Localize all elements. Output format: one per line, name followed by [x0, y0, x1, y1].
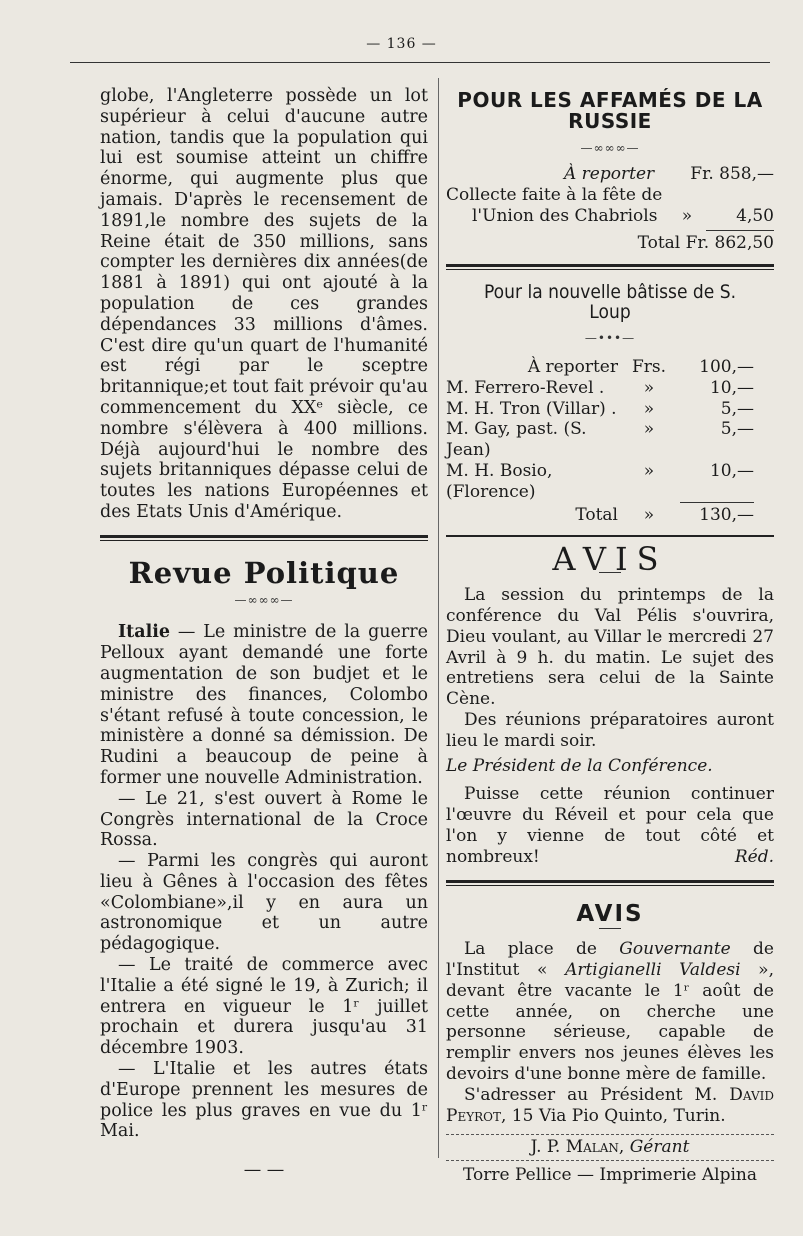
text-run: La place de: [464, 939, 620, 960]
italie-text: — Le ministre de la guerre Pelloux ayant demandé une forte augmentation de son budjet et le ministre des finances, Colombo s'étant refusé à toute concession, le ministère a donné sa démission. De Rudini a beaucoup de peine à former une nouvelle Administration.: [100, 622, 428, 788]
russia-title: POUR LES AFFAMÉS DE LA RUSSIE: [457, 88, 763, 133]
top-rule: [70, 62, 770, 63]
wavy-rule: [446, 1134, 774, 1135]
loup-row-value: 10,—: [709, 377, 754, 398]
text-run-smallcaps: Malan: [565, 1137, 619, 1158]
text-run: de l'Institut «: [446, 939, 774, 981]
loup-row-mark: »: [643, 398, 655, 419]
avis-paragraph-2: Des réunions préparatoires auront lieu le mardi soir.: [446, 709, 774, 751]
loup-row-name: M. Ferrero-Revel .: [446, 377, 605, 398]
text-run: », devant être vacante le 1ʳ août de cette année, on cherche une personne sérieuse, capable de remplir envers nos jeunes élèves les devoirs d'une bonne mère de famille.: [446, 960, 774, 1085]
section-divider: [446, 880, 774, 886]
section-divider: [100, 535, 428, 541]
loup-total-mark: »: [643, 504, 655, 525]
left-column: [100, 86, 428, 1181]
avis-paragraph-3: [446, 784, 774, 867]
loup-row: [446, 399, 774, 420]
news-paragraph-4: — Le traité de commerce avec l'Italie a été signé le 19, à Zurich; il entrera en vigueur le 1ʳ juillet prochain et durera jusqu'au 31 décembre 1903.: [100, 955, 428, 1059]
avis2-title: AVIS: [576, 900, 644, 927]
russia-collect-value: 4,50: [736, 205, 774, 226]
wavy-rule: [446, 1160, 774, 1161]
loup-row-name: À reporter: [527, 356, 618, 377]
column-separator: [438, 78, 439, 1158]
russia-reporter-label: À reporter: [564, 164, 655, 185]
russia-collect-line-1: Collecte faite à la fête de: [446, 185, 663, 206]
loup-row-value: 5,—: [720, 419, 754, 440]
loup-row-name: M. H. Bosio, (Florence): [446, 460, 553, 502]
text-run: S'adresser au Président M.: [464, 1084, 730, 1105]
russia-collect-ditto: »: [681, 205, 693, 226]
loup-total-value: 130,—: [699, 504, 754, 525]
loup-row-mark: »: [643, 377, 655, 398]
loup-row: [446, 378, 774, 399]
loup-row-value: 10,—: [680, 461, 754, 503]
avis-title: AVIS: [552, 540, 668, 579]
avis-signature: Le Président de la Conférence.: [446, 755, 713, 776]
avis2-paragraph-2: [446, 1085, 774, 1127]
sum-rule: [706, 230, 774, 231]
russia-total-row: [446, 233, 774, 254]
revue-politique-title: Revue Politique: [128, 555, 400, 590]
russia-collect-line-2: l'Union des Chabriols: [472, 205, 658, 226]
loup-row-mark: Frs.: [631, 356, 667, 377]
russia-reporter-value: Fr. 858,—: [690, 164, 774, 185]
loup-row-mark: »: [643, 460, 655, 481]
text-run-italic: Gérant: [629, 1137, 690, 1158]
avis-paragraph-1: La session du printemps de la conférence du Val Pélis s'ouvrira, Dieu voulant, au Villar le mercredi 27 Avril à 9 h. du matin. Le sujet des entretiens sera celui de la Sainte Cène.: [446, 585, 774, 710]
text-run-italic: Gouvernante: [619, 939, 731, 960]
italie-paragraph: [100, 622, 428, 788]
loup-row-name: M. H. Tron (Villar) .: [446, 398, 617, 419]
loup-row-value: 5,—: [720, 398, 754, 419]
russia-collect-row: [446, 206, 774, 227]
italie-label: Italie: [118, 622, 171, 643]
title-ornament: —∞∞∞—: [234, 592, 294, 607]
text-run-smallcaps: David Peyrot: [446, 1084, 774, 1126]
avis2-paragraph-1: [446, 939, 774, 1085]
section-divider: [446, 535, 774, 537]
end-mark: — —: [243, 1160, 285, 1181]
loup-total-label: Total: [575, 504, 618, 525]
intro-paragraph: globe, l'Angleterre possède un lot supérieur à celui d'aucune autre nation, tandis que la population qui lui est soumise atteint un chiffre énorme, qui augmente plus que jamais. D'après le recensement de 1891,le nombre des sujets de la Reine était de 350 millions, sans compter les dernières dix années(de 1881 à 1891) qui ont ajouté à la population de ces grandes dépendances 33 millions d'âmes. C'est dire qu'un quart de l'humanité est régi par le sceptre britannique;et tout fait prévoir qu'au commencement du XXᵉ siècle, ce nombre s'élèvera à 400 millions. Déjà aujourd'hui le nombre des sujets britanniques dépasse celui de toutes les nations Européennes et des Etats Unis d'Amérique.: [100, 86, 428, 522]
russia-ornament: —∞∞∞—: [580, 140, 640, 155]
imprint: Torre Pellice — Imprimerie Alpina: [462, 1165, 757, 1186]
loup-row-mark: »: [643, 419, 655, 440]
short-rule: [599, 928, 621, 929]
news-paragraph-3: — Parmi les congrès qui auront lieu à Gênes à l'occasion des fêtes «Colombiane»,il y en aura un astronomique et un autre pédagogique.: [100, 851, 428, 955]
redaction-mark: Réd.: [734, 846, 774, 867]
text-run: J. P.: [530, 1137, 566, 1158]
loup-table: [446, 357, 774, 525]
loup-ornament: —•••—: [584, 331, 636, 346]
gerant-line: [446, 1137, 774, 1158]
loup-total-row: [446, 505, 774, 526]
news-paragraph-2: — Le 21, s'est ouvert à Rome le Congrès international de la Croce Rossa.: [100, 788, 428, 851]
loup-row: [446, 357, 774, 378]
page-number: — 136 —: [366, 36, 437, 52]
loup-row: [446, 461, 774, 503]
loup-row-value: 100,—: [699, 356, 754, 377]
right-column: [446, 86, 774, 1186]
russia-reporter-row: [446, 164, 774, 185]
news-paragraph-5: — L'Italie et les autres états d'Europe prennent les mesures de police les plus graves en vue du 1ʳ Mai.: [100, 1059, 428, 1142]
section-divider: [446, 264, 774, 270]
loup-row: [446, 419, 774, 461]
text-run-italic: Artigianelli Valdesi: [565, 960, 741, 981]
loup-title: Pour la nouvelle bâtisse de S. Loup: [483, 280, 737, 324]
avis-p3-text: Puisse cette réunion continuer l'œuvre du Réveil et pour cela que l'on y vienne de tout côté et nombreux!: [446, 784, 774, 867]
text-run: ,: [618, 1137, 630, 1158]
russia-total-label: Total Fr.: [637, 232, 710, 253]
russia-total-value: 862,50: [714, 232, 774, 253]
text-run: , 15 Via Pio Quinto, Turin.: [501, 1105, 726, 1126]
loup-row-name: M. Gay, past. (S. Jean): [446, 419, 587, 461]
